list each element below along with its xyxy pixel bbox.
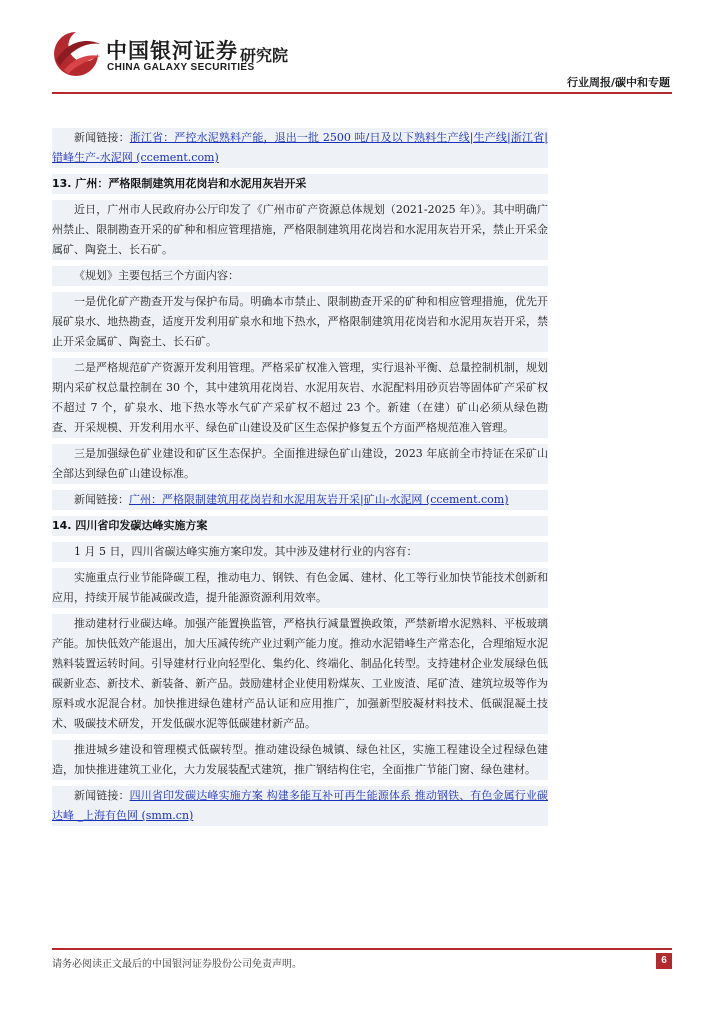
news-link[interactable]: 浙江省：严控水泥熟料产能，退出一批 2500 吨/日及以下熟料生产线|生产线|浙江省|错峰生产-水泥网 (ccement.com) <box>52 131 549 164</box>
news-link-paragraph <box>52 490 548 510</box>
section-heading: 13. 广州：严格限制建筑用花岗岩和水泥用灰岩开采 <box>52 174 548 194</box>
news-link-prefix: 新闻链接： <box>74 493 129 506</box>
paragraph: 一是优化矿产勘查开发与保护布局。明确本市禁止、限制勘查开采的矿种和相应管理措施，优先开展矿泉水、地热勘查，适度开发利用矿泉水和地下热水，严格限制建筑用花岗岩和水泥用灰岩开采，禁止开采金属矿、陶瓷土、长石矿。 <box>52 292 548 352</box>
paragraph: 《规划》主要包括三个方面内容： <box>52 266 548 286</box>
news-link-paragraph <box>52 786 548 826</box>
footer-disclaimer: 请务必阅读正文最后的中国银河证券股份公司免责声明。 <box>52 959 302 970</box>
paragraph: 近日，广州市人民政府办公厅印发了《广州市矿产资源总体规划（2021-2025 年）》。其中明确广州禁止、限制勘查开采的矿种和相应管理措施，严格限制建筑用花岗岩和水泥用灰岩开采，禁止开采金属矿、陶瓷土、长石矿。 <box>52 200 548 260</box>
news-link-prefix: 新闻链接： <box>74 131 130 144</box>
page-number: 6 <box>656 953 672 969</box>
paragraph: 三是加强绿色矿业建设和矿区生态保护。全面推进绿色矿山建设，2023 年底前全市持证在采矿山全部达到绿色矿山建设标准。 <box>52 444 548 484</box>
brand-name-cn: 中国银河证券 <box>106 39 238 63</box>
paragraph: 推动建材行业碳达峰。加强产能置换监管，严格执行减量置换政策，严禁新增水泥熟料、平板玻璃产能。加快低效产能退出，加大压减传统产业过剩产能力度。推动水泥错峰生产常态化，合理缩短水泥熟料装置运转时间。引导建材行业向轻型化、集约化、终端化、制品化转型。支持建材企业发展绿色低碳新业态、新技术、新装备、新产品。鼓励建材企业使用粉煤灰、工业废渣、尾矿渣、建筑垃圾等作为原料或水泥混合材。加快推进绿色建材产品认证和应用推广，加强新型胶凝材料技术、低碳混凝土技术、吸碳技术研发，开发低碳水泥等低碳建材新产品。 <box>52 614 548 734</box>
brand-name-en: CHINA GALAXY SECURITIES <box>107 62 255 73</box>
institute-label: 研究院 <box>240 46 289 65</box>
report-type: 行业周报/碳中和专题 <box>566 76 670 89</box>
main-content <box>52 128 548 832</box>
news-link[interactable]: 广州：严格限制建筑用花岗岩和水泥用灰岩开采|矿山-水泥网 (ccement.com) <box>129 493 509 506</box>
section-heading: 14. 四川省印发碳达峰实施方案 <box>52 516 548 536</box>
paragraph: 1 月 5 日，四川省碳达峰实施方案印发。其中涉及建材行业的内容有： <box>52 542 548 562</box>
galaxy-logo-icon <box>50 30 102 76</box>
news-link-paragraph <box>52 128 548 168</box>
page-header <box>0 0 724 100</box>
paragraph: 推进城乡建设和管理模式低碳转型。推动建设绿色城镇、绿色社区，实施工程建设全过程绿色建造，加快推进建筑工业化，大力发展装配式建筑，推广钢结构住宅，全面推广节能门窗、绿色建材。 <box>52 740 548 780</box>
header-divider <box>52 92 672 94</box>
news-link[interactable]: 四川省印发碳达峰实施方案 构建多能互补可再生能源体系 推动钢铁、有色金属行业碳达峰 _上海有色网 (smm.cn) <box>52 789 549 822</box>
footer-divider <box>52 948 672 950</box>
paragraph: 二是严格规范矿产资源开发利用管理。严格采矿权准入管理，实行退补平衡、总量控制机制，规划期内采矿权总量控制在 30 个，其中建筑用花岗岩、水泥用灰岩、水泥配料用砂页岩等固体矿产采矿权不超过 7 个，矿泉水、地下热水等水气矿产采矿权不超过 23 个。新建（在建）矿山必须从绿色勘查、开采规模、开发利用水平、绿色矿山建设及矿区生态保护修复五个方面严格规范准入管理。 <box>52 358 548 438</box>
news-link-prefix: 新闻链接： <box>74 789 130 802</box>
paragraph: 实施重点行业节能降碳工程，推动电力、钢铁、有色金属、建材、化工等行业加快节能技术创新和应用，持续开展节能减碳改造，提升能源资源利用效率。 <box>52 568 548 608</box>
